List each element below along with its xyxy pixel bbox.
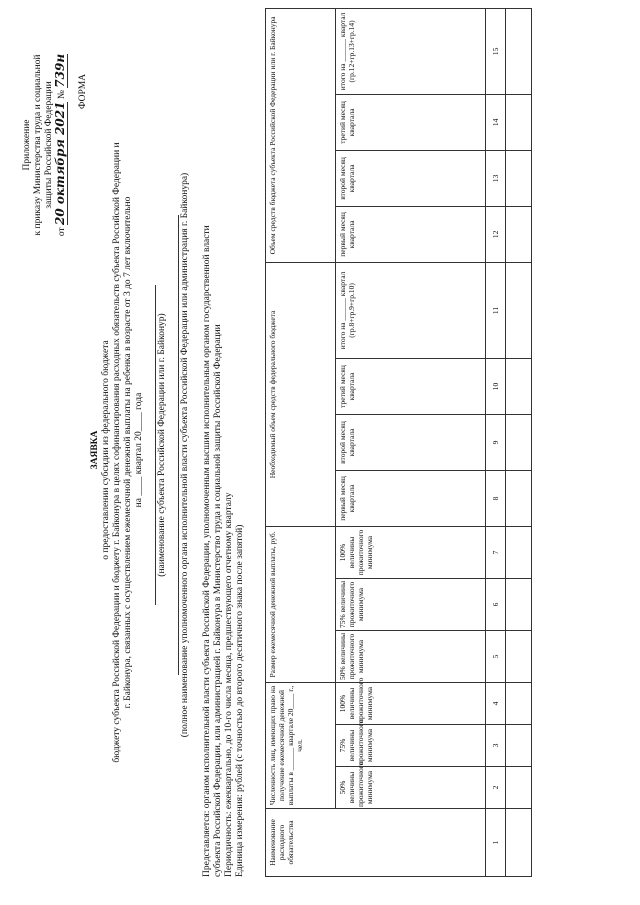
handwritten-date: 20 октября 2021 xyxy=(53,101,67,225)
info-line4: Единица измерения: рублей (с точностью до второго десятичного знака после запятой) xyxy=(235,524,245,877)
col-number: 6 xyxy=(486,578,506,630)
appendix-date-line xyxy=(55,25,68,265)
table-cell xyxy=(506,725,532,767)
table-cell xyxy=(506,470,532,526)
header-federal-need: Необходимый объем средств федерального бюджета xyxy=(266,262,336,526)
table-cell xyxy=(506,682,532,724)
sub-header: 50% величины прожиточного минимума xyxy=(336,630,486,682)
title-block xyxy=(90,155,112,745)
sub-header: первый месяц квартала xyxy=(336,206,486,262)
col-number: 5 xyxy=(486,630,506,682)
info-line2: субъекта Российской Федерации, или администрацией г. Байконура в Министерство труда и социальной защиты Российской Федерации xyxy=(213,324,223,877)
appendix-line2: к приказу Министерства труда и социальной xyxy=(33,54,43,236)
col-number: 4 xyxy=(486,682,506,724)
table-cell xyxy=(506,767,532,809)
col-number: 2 xyxy=(486,767,506,809)
sub-header: второй месяц квартала xyxy=(336,150,486,206)
col-number: 12 xyxy=(486,206,506,262)
title-line1: о предоставлении субсидии из федерального бюджета xyxy=(101,340,111,560)
appendix-line3: защиты Российской Федерации xyxy=(44,81,54,209)
date-prefix: от xyxy=(57,227,67,237)
col-number: 13 xyxy=(486,150,506,206)
sub-header: 100% величины прожиточного минимума xyxy=(336,526,486,578)
col-number: 9 xyxy=(486,414,506,470)
sub-header: 100% величины прожиточного минимума xyxy=(336,682,486,724)
subject-line xyxy=(155,285,156,605)
title-heading: ЗАЯВКА xyxy=(90,430,100,470)
header-payment-size: Размер ежемесячной денежной выплаты, руб. xyxy=(266,526,336,682)
col-number: 8 xyxy=(486,470,506,526)
sub-header-total-federal: итого на ______ квартал (гр.8+гр.9+гр.10) xyxy=(336,262,486,358)
table-cell xyxy=(506,206,532,262)
header-obligation-name: Наименование расходного обязательства xyxy=(266,809,486,877)
info-line1: Представляется: органом исполнительной власти субъекта Российской Федерации, уполномоченным высшим исполнительным органом государственной власти xyxy=(202,225,212,877)
col-number: 10 xyxy=(486,358,506,414)
header-recipients-count: Численность лиц, имеющих право на получение ежемесячной денежной выплаты в ______ квартале 20____ г., чел. xyxy=(266,682,336,808)
col-number: 15 xyxy=(486,8,506,94)
appendix-block xyxy=(22,25,68,265)
table-cell xyxy=(506,630,532,682)
sub-header: 75% величины прожиточного минимума xyxy=(336,725,486,767)
table-cell xyxy=(506,94,532,150)
title-line2: бюджету субъекта Российской Федерации и бюджету г. Байконура в целях софинансирования расходных обязательств субъекта Российской Федерации и xyxy=(112,142,122,763)
info-line3: Периодичность: ежеквартально, до 10-го числа месяца, предшествующего отчетному кварталу xyxy=(224,492,234,877)
table-cell xyxy=(506,150,532,206)
organ-caption: (полное наименование уполномоченного органа исполнительной власти субъекта Российской Федерации или администрация г. Байконура) xyxy=(180,172,190,738)
title-line3: г. Байконура, связанных с осуществлением ежемесячной денежной выплаты на ребенка в возрасте от 3 до 7 лет включительно xyxy=(123,196,133,709)
subject-caption: (наименование субъекта Российской Федерации или г. Байконур) xyxy=(157,313,167,577)
info-block xyxy=(202,17,246,877)
table-cell xyxy=(506,358,532,414)
col-number: 7 xyxy=(486,526,506,578)
col-number: 1 xyxy=(486,809,506,877)
table-cell xyxy=(506,526,532,578)
column-number-row xyxy=(486,8,506,876)
table-cell xyxy=(506,414,532,470)
table-cell xyxy=(506,262,532,358)
col-number: 3 xyxy=(486,725,506,767)
forma-label: ФОРМА xyxy=(78,73,88,109)
col-number: 11 xyxy=(486,262,506,358)
col-number: 14 xyxy=(486,94,506,150)
table-cell xyxy=(506,8,532,94)
sub-header: 75% величины прожиточного минимума xyxy=(336,578,486,630)
table-cell xyxy=(506,578,532,630)
sub-header: третий месяц квартала xyxy=(336,94,486,150)
sub-header: первый месяц квартала xyxy=(336,470,486,526)
sub-header: 50% величины прожиточного минимума xyxy=(336,767,486,809)
number-prefix: № xyxy=(57,90,67,100)
sub-header: третий месяц квартала xyxy=(336,358,486,414)
handwritten-number: 739н xyxy=(53,53,67,88)
appendix-line1: Приложение xyxy=(22,119,32,171)
organ-line xyxy=(178,215,179,675)
title-period: на ____ квартал 20____ года xyxy=(134,392,144,508)
table-row xyxy=(506,8,532,876)
sub-header-total-regional: итого на ______ квартал (гр.12+гр.13+гр.14) xyxy=(336,8,486,94)
table-cell xyxy=(506,809,532,877)
header-regional-budget: Объем средств бюджета субъекта Российской Федерации или г. Байконура xyxy=(266,8,336,262)
sub-header: второй месяц квартала xyxy=(336,414,486,470)
request-table xyxy=(265,8,532,877)
